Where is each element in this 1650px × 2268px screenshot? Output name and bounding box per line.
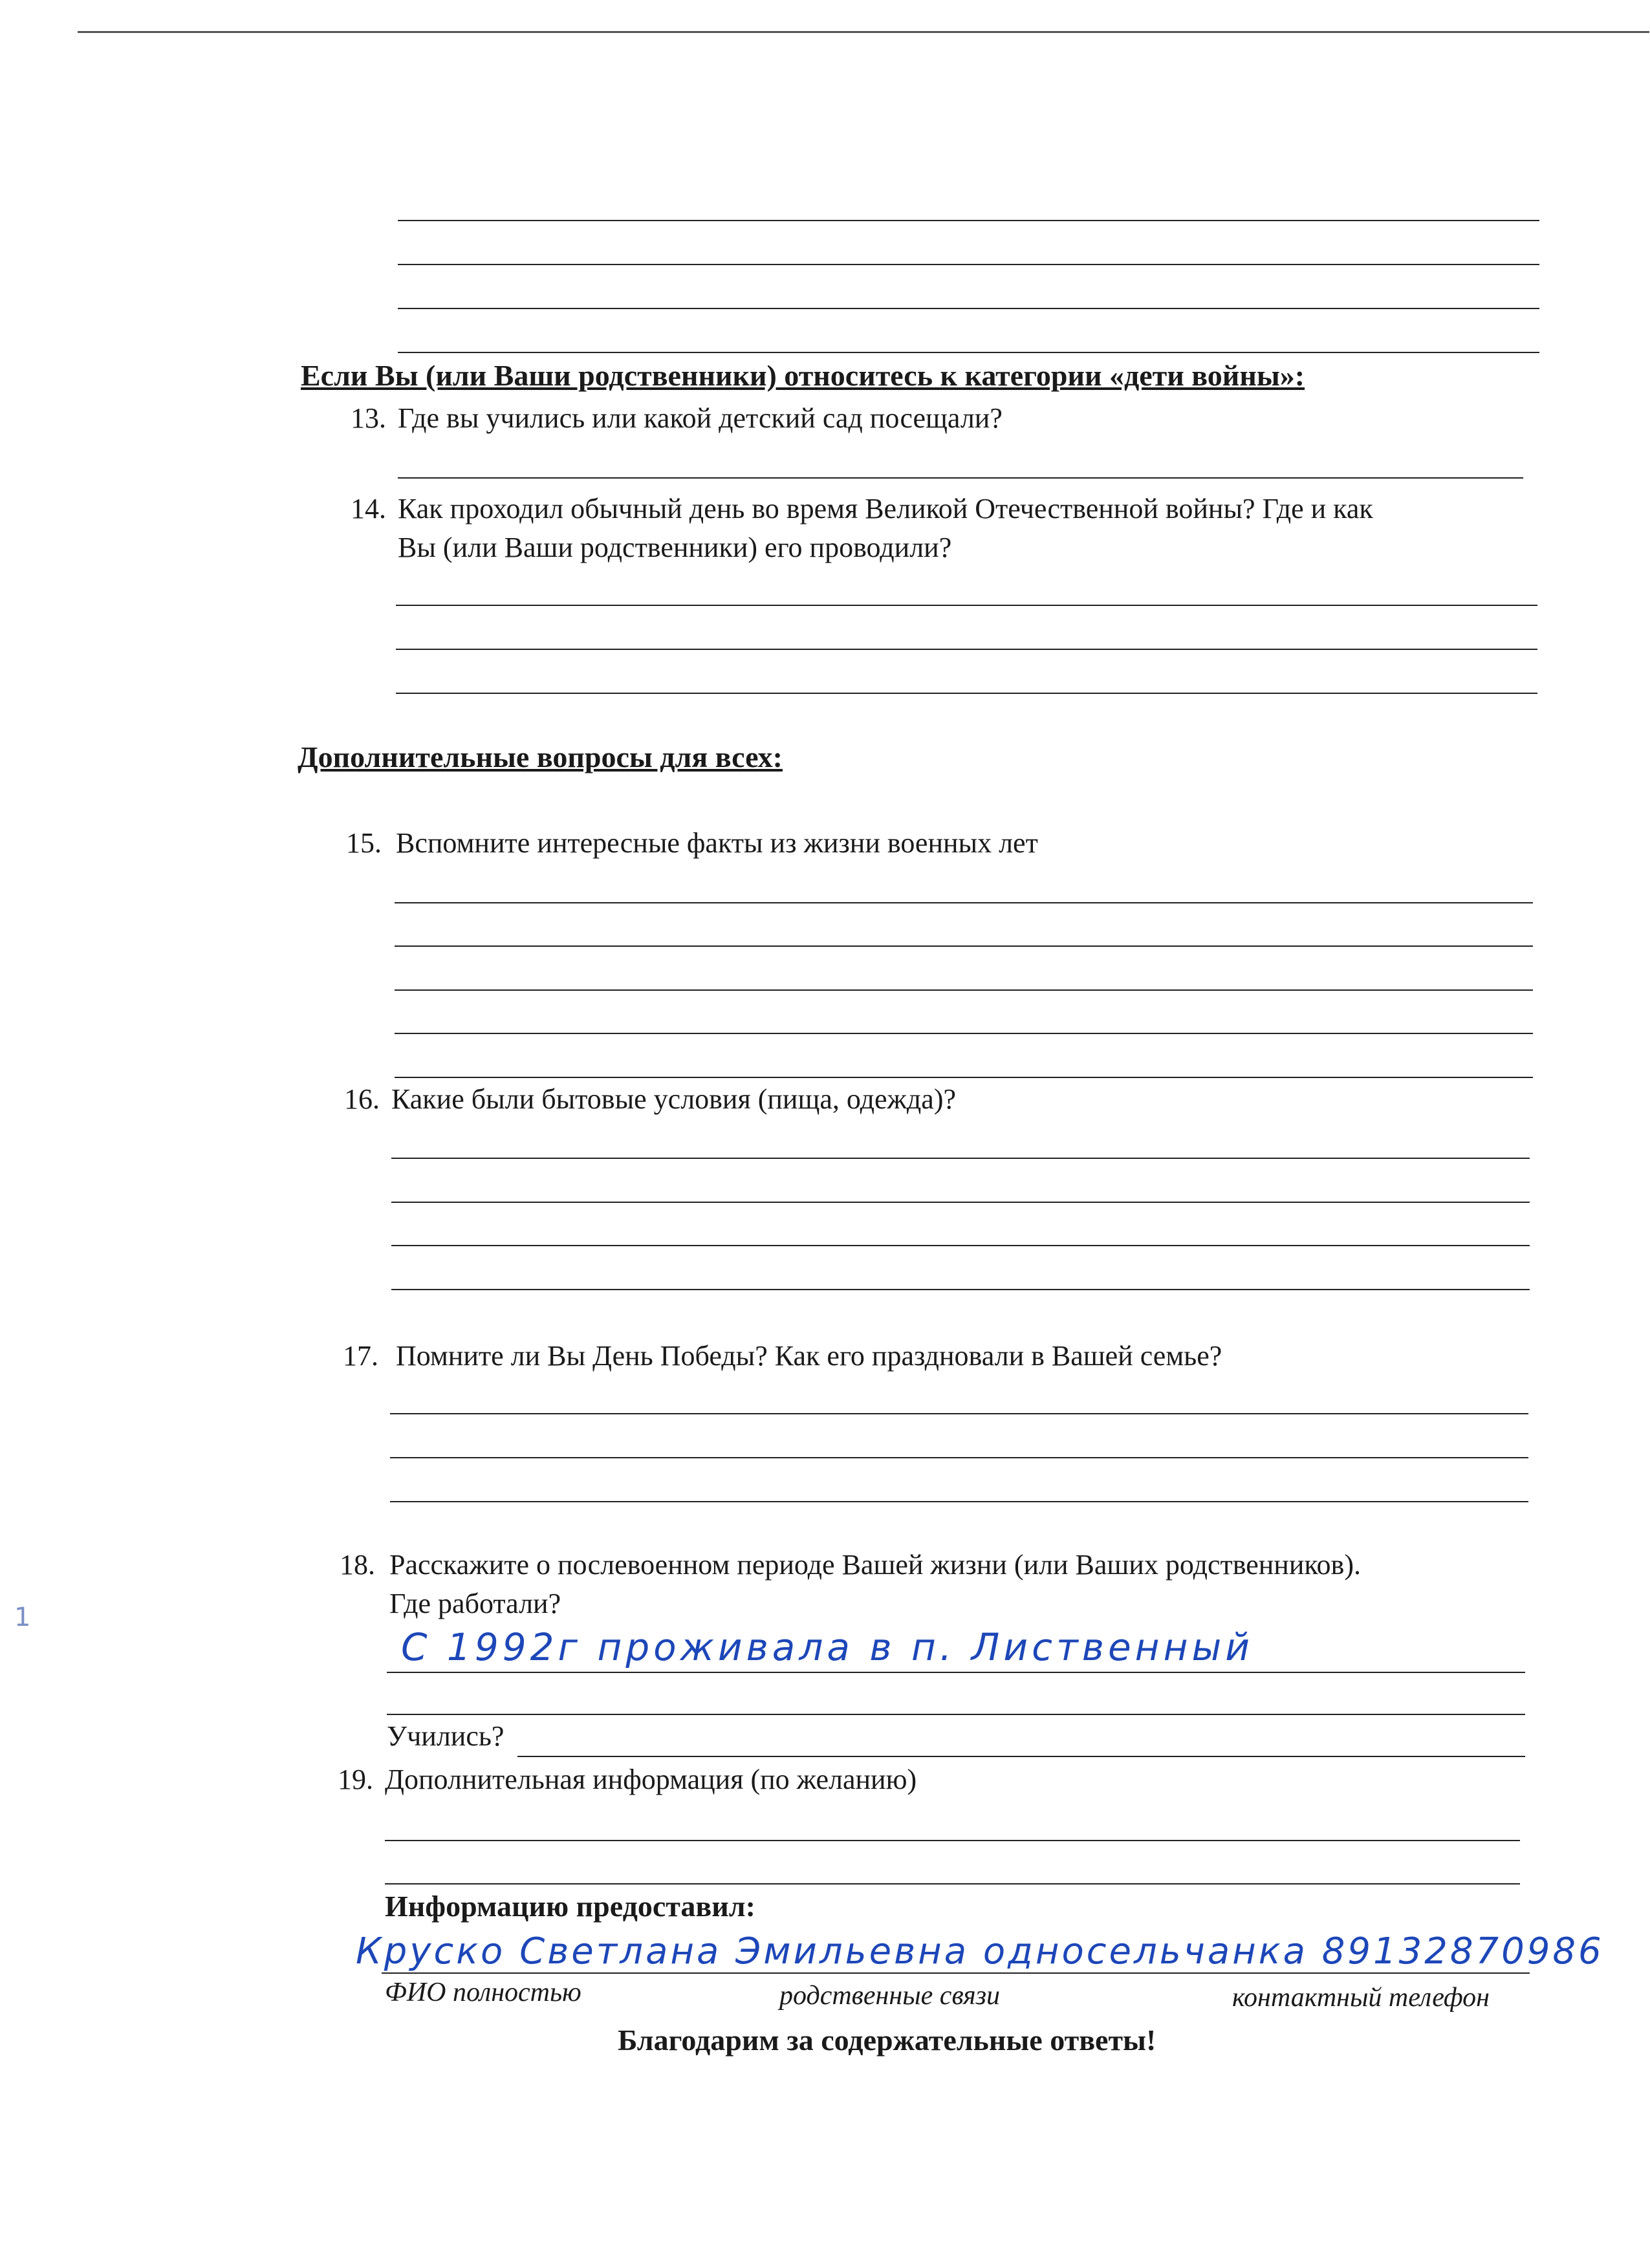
answer-line-q18[interactable] (387, 1714, 1525, 1715)
answer-line[interactable] (398, 264, 1539, 265)
answer-line[interactable] (398, 352, 1539, 353)
answer-line-q16[interactable] (391, 1202, 1530, 1203)
question-18-text-line2: Где работали? (389, 1588, 561, 1619)
section-title-children-of-war: Если Вы (или Ваши родственники) относитесь к категории «дети войны»: (301, 359, 1305, 392)
answer-line-q15[interactable] (395, 945, 1533, 947)
answer-line-q15[interactable] (395, 1077, 1533, 1078)
question-16-text: Какие были бытовые условия (пища, одежда)? (391, 1083, 957, 1115)
answer-line-q13[interactable] (398, 477, 1523, 479)
caption-full-name: ФИО полностью (385, 1978, 581, 2007)
question-18-text-line1: Расскажите о послевоенном периоде Вашей жизни (или Ваших родственников). (389, 1549, 1361, 1581)
question-13-text: Где вы учились или какой детский сад посещали? (398, 402, 1003, 434)
answer-line-q15[interactable] (395, 1033, 1533, 1034)
answer-line-q14[interactable] (396, 649, 1537, 650)
answer-line[interactable] (398, 308, 1539, 309)
question-17-text: Помните ли Вы День Победы? Как его праздновали в Вашей семье? (396, 1340, 1222, 1372)
answer-line-q16[interactable] (391, 1158, 1530, 1159)
answer-line-q19[interactable] (385, 1883, 1520, 1885)
question-17-number: 17. (343, 1340, 378, 1372)
answer-line-q16[interactable] (391, 1289, 1530, 1290)
answer-line-q17[interactable] (390, 1457, 1528, 1458)
question-13-number: 13. (351, 402, 386, 434)
question-16-number: 16. (344, 1083, 380, 1115)
top-rule (78, 31, 1649, 33)
answer-line-q19[interactable] (385, 1840, 1520, 1841)
question-15-number: 15. (346, 827, 382, 859)
answer-line-q14[interactable] (396, 605, 1537, 606)
question-19-number: 19. (338, 1764, 373, 1795)
respondent-line[interactable] (382, 1972, 1530, 1974)
answer-line-q18[interactable] (387, 1672, 1525, 1673)
question-14-text-line2: Вы (или Ваши родственники) его проводили? (398, 532, 952, 563)
question-14-number: 14. (351, 493, 386, 524)
answer-line-studied[interactable] (517, 1756, 1525, 1757)
question-18-number: 18. (340, 1549, 375, 1581)
answer-line-q14[interactable] (396, 693, 1537, 694)
thanks-text: Благодарим за содержательные ответы! (618, 2024, 1156, 2057)
answer-line-q17[interactable] (390, 1501, 1528, 1502)
answer-line-q15[interactable] (395, 902, 1533, 903)
question-15-text: Вспомните интересные факты из жизни военных лет (396, 827, 1038, 859)
margin-mark: 1 (14, 1603, 31, 1632)
studied-label: Учились? (387, 1720, 505, 1752)
answer-line-q17[interactable] (390, 1413, 1528, 1414)
provided-by-label: Информацию предоставил: (385, 1890, 755, 1923)
caption-phone: контактный телефон (1232, 1983, 1490, 2013)
answer-line-q15[interactable] (395, 989, 1533, 991)
answer-line[interactable] (398, 220, 1539, 221)
handwritten-respondent: Круско Светлана Эмильевна односельчанка 89132870986 (356, 1930, 1604, 1972)
handwritten-answer-q18: С 1992г проживала в п. Лиственный (401, 1625, 1254, 1669)
caption-relation: родственные связи (779, 1981, 1001, 2011)
question-19-text: Дополнительная информация (по желанию) (385, 1764, 917, 1795)
question-14-text-line1: Как проходил обычный день во время Великой Отечественной войны? Где и как (398, 493, 1373, 524)
section-title-additional: Дополнительные вопросы для всех: (298, 740, 783, 773)
answer-line-q16[interactable] (391, 1245, 1530, 1246)
